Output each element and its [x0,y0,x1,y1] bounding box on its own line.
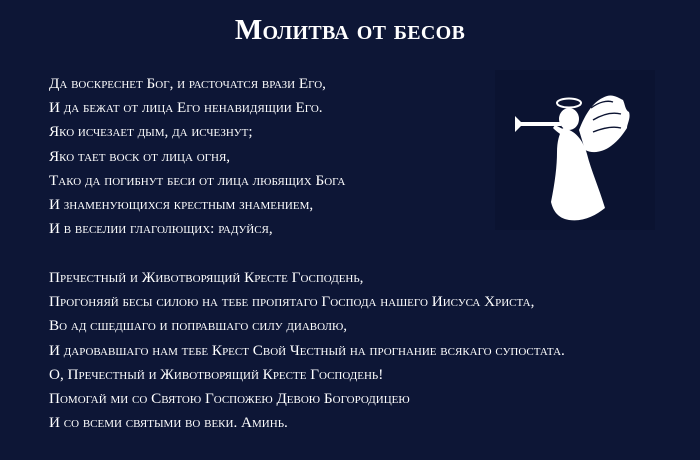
prayer-line: И в веселии глаголющих: радуйся, [49,220,273,238]
prayer-line: И да бежат от лица Его ненавидящии Его. [49,99,323,117]
prayer-line: И знаменующихся крестным знамением, [49,195,314,213]
prayer-line: Помогай ми со Святою Госпожею Девою Богородицею [49,389,410,407]
prayer-stanza-1 [49,72,345,241]
prayer-line: Прогоняяй бесы силою на тебе пропятаго Господа нашего Иисуса Христа, [49,293,535,311]
prayer-line: Яко исчезает дым, да исчезнут; [49,123,253,141]
prayer-line: О, Пречестный и Животворящий Кресте Господень! [49,365,384,383]
prayer-line: Да воскреснет Бог, и расточатся врази Его, [49,75,326,92]
prayer-line: Яко тает воск от лица огня, [49,147,231,165]
angel-illustration [495,70,655,230]
prayer-line: Во ад сшедшаго и поправшаго силу диаволю, [49,317,348,335]
angel-with-trumpet-icon [495,70,655,230]
prayer-line: И со всеми святыми во веки. Аминь. [49,414,288,432]
page-title: Молитва от бесов [234,14,466,46]
prayer-line: Пречестный и Животворящий Кресте Господень, [49,269,364,286]
prayer-stanza-2 [49,266,565,435]
prayer-line: Тако да погибнут беси от лица любящих Бога [49,171,346,189]
prayer-line: И даровавшаго нам тебе Крест Свой Честный на прогнание всякаго супостата. [49,341,565,359]
